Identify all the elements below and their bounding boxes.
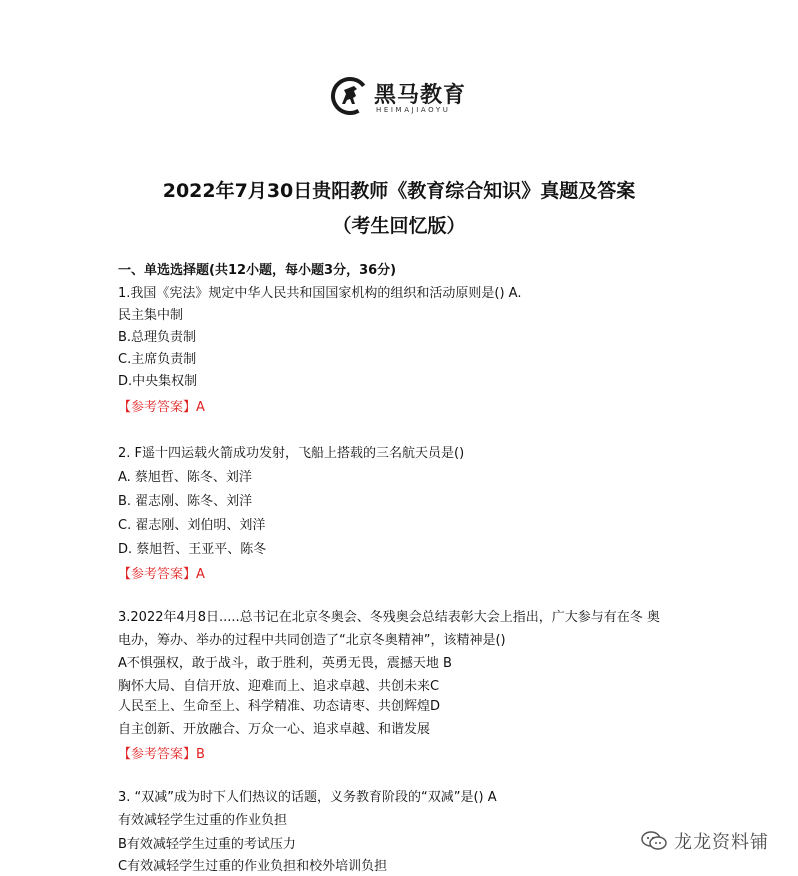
question-2-option: C. 翟志刚、刘伯明、刘洋 [118,518,266,533]
question-1-option: B.总理负责制 [118,330,197,345]
question-2-answer: 【参考答案】A [118,567,205,582]
wechat-icon [640,830,668,852]
question-1-option: C.主席负责制 [118,352,197,367]
question-1-option: 民主集中制 [118,308,184,323]
question-2-option: A. 蔡旭哲、陈冬、刘洋 [118,470,252,485]
section-heading: 一、单选选择题(共12小题，每小题3分，36分) [118,263,397,278]
brand-logo [330,72,480,126]
question-1-answer: 【参考答案】A [118,400,205,415]
question-3-option: A不惧强权，敢于战斗，敢于胜利，英勇无畏，震撼天地 B [118,656,452,671]
question-4-option: C有效减轻学生过重的作业负担和校外培训负担 [118,859,388,874]
question-4-option: 有效减轻学生过重的作业负担 [118,813,288,828]
question-3-answer: 【参考答案】B [118,747,205,762]
question-4-stem: 3. “双减”成为时下人们热议的话题，义务教育阶段的“双减”是() A [118,790,497,805]
question-2-option: D. 蔡旭哲、王亚平、陈冬 [118,542,267,557]
question-2-stem: 2. F遥十四运载火箭成功发射，飞船上搭载的三名航天员是() [118,446,465,461]
watermark-text: 龙龙资料铺 [674,832,769,853]
horse-logo-icon [330,76,370,116]
question-1-option: D.中央集权制 [118,374,198,389]
document-subtitle: （考生回忆版） [332,215,466,237]
question-3-option: 人民至上、生命至上、科学精准、功态请枣、共创辉煌D [118,699,441,714]
question-3-option: 自主创新、开放融合、万众一心、追求卓越、和谐发展 [118,722,431,737]
logo-name-en: HEIMAJIAOYU [376,106,451,114]
question-1-line-1: 1.我国《宪法》规定中华人民共和国国家机构的组织和活动原则是() A. [118,286,522,301]
question-2-option: B. 翟志刚、陈冬、刘洋 [118,494,253,509]
logo-name-cn: 黑马教育 [374,83,467,108]
question-3-stem-cont: 电办，筹办、举办的过程中共同创造了“北京冬奥精神”，该精神是() [118,633,506,648]
question-3-option: 胸怀大局、自信开放、迎难而上、追求卓越、共创未来C [118,679,440,694]
question-3-stem: 3.2022年4月8日.....总书记在北京冬奥会、冬残奥会总结表彰大会上指出，广大参与有在冬 奥 [118,610,660,625]
question-4-option: B有效减轻学生过重的考试压力 [118,837,296,852]
document-title: 2022年7月30日贵阳教师《教育综合知识》真题及答案 [162,180,636,202]
